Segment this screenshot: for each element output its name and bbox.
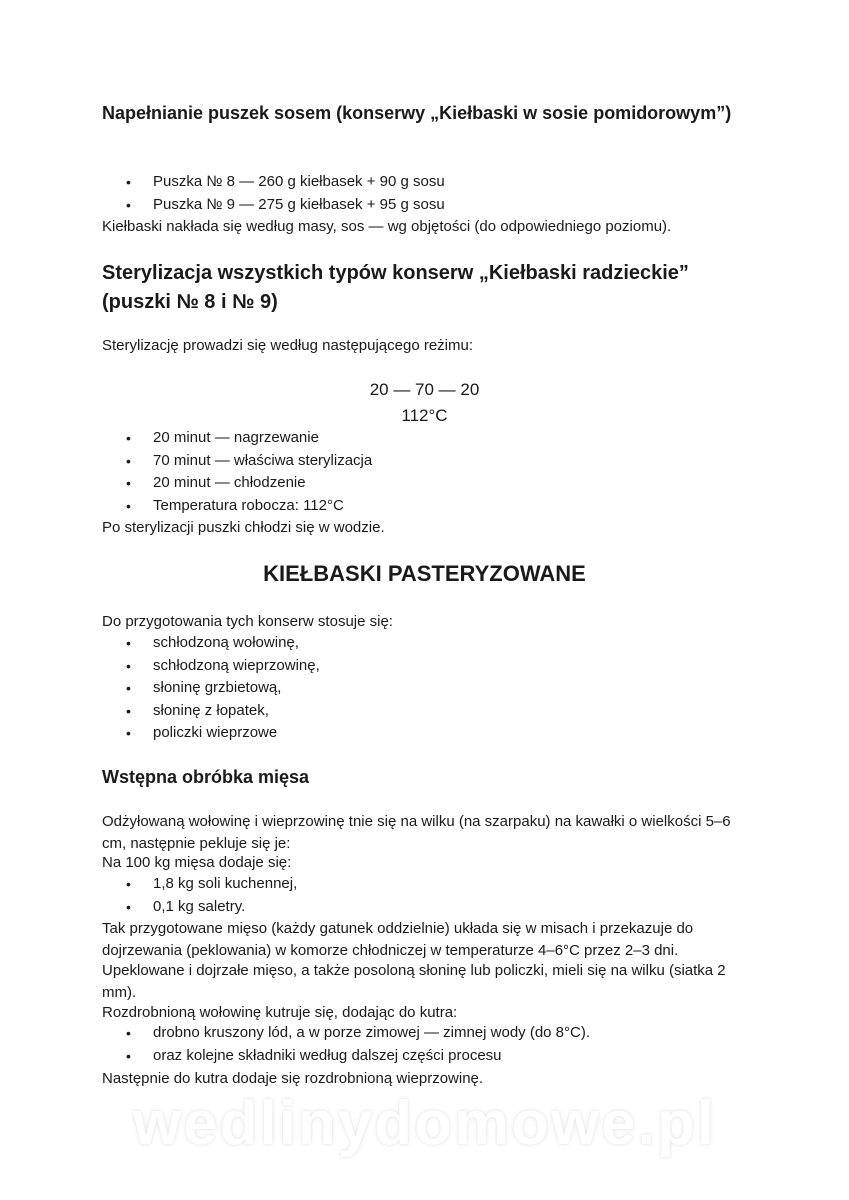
paragraph-processing-4: Upeklowane i dojrzałe mięso, a także posoloną słoninę lub policzki, mieli się na wilku (siatka 2 mm).: [102, 962, 726, 1001]
list-item: • 20 minut — chłodzenie: [126, 472, 746, 495]
bullet-list-curing: [126, 873, 746, 918]
list-item: • Puszka № 9 — 275 g kiełbasek + 95 g sosu: [126, 194, 746, 217]
paragraph-processing-2: Na 100 kg mięsa dodaje się:: [102, 854, 292, 871]
list-item: • schłodzoną wieprzowinę,: [126, 655, 746, 678]
list-item: • Puszka № 8 — 260 g kiełbasek + 90 g sosu: [126, 171, 746, 194]
page-title: KIEŁBASKI PASTERYZOWANE: [263, 561, 586, 586]
list-item: • 20 minut — nagrzewanie: [126, 427, 746, 450]
bullet-list-ingredients: [126, 632, 746, 745]
section-heading-processing: Wstępna obróbka mięsa: [102, 767, 310, 787]
list-item: • 1,8 kg soli kuchennej,: [126, 873, 746, 896]
list-item: • słoninę z łopatek,: [126, 700, 746, 723]
bullet-list-cutter: [126, 1022, 746, 1067]
paragraph-sterilization-note: Po sterylizacji puszki chłodzi się w wodzie.: [102, 519, 385, 536]
list-item: • Temperatura robocza: 112°C: [126, 495, 746, 518]
list-item: • drobno kruszony lód, a w porze zimowej — zimnej wody (do 8°C).: [126, 1022, 746, 1045]
paragraph-processing-1: Odżyłowaną wołowinę i wieprzowinę tnie się na wilku (na szarpaku) na kawałki o wielkości 5–6 cm, następnie pekluje się je:: [102, 813, 731, 852]
list-item: • 70 minut — właściwa sterylizacja: [126, 450, 746, 473]
section-heading-sterilization: Sterylizacja wszystkich typów konserw „Kiełbaski radzieckie” (puszki № 8 i № 9): [102, 262, 689, 313]
sterilization-formula-times: 20 — 70 — 20: [369, 380, 480, 399]
section-heading-filling: Napełnianie puszek sosem (konserwy „Kiełbaski w sosie pomidorowym”): [102, 103, 732, 123]
list-item: • słoninę grzbietową,: [126, 677, 746, 700]
paragraph-pasteurized-intro: Do przygotowania tych konserw stosuje się:: [102, 613, 393, 630]
list-item: • schłodzoną wołowinę,: [126, 632, 746, 655]
paragraph-filling-note: Kiełbaski nakłada się według masy, sos — wg objętości (do odpowiedniego poziomu).: [102, 218, 672, 235]
paragraph-processing-3: Tak przygotowane mięso (każdy gatunek oddzielnie) układa się w misach i przekazuje do dojrzewania (peklowania) w komorze chłodniczej w temperaturze 4–6°C przez 2–3 dni.: [102, 920, 694, 959]
bullet-list-sterilization: [126, 427, 746, 517]
list-item: • policzki wieprzowe: [126, 722, 746, 745]
watermark: wedlinydomowe.pl: [132, 1089, 717, 1158]
sterilization-formula-temperature: 112°C: [401, 406, 448, 425]
list-item: • oraz kolejne składniki według dalszej części procesu: [126, 1045, 746, 1068]
paragraph-sterilization-intro: Sterylizację prowadzi się według następującego reżimu:: [102, 337, 474, 354]
list-item: • 0,1 kg saletry.: [126, 896, 746, 919]
bullet-list-filling: [126, 171, 746, 216]
paragraph-processing-6: Następnie do kutra dodaje się rozdrobnioną wieprzowinę.: [102, 1070, 484, 1087]
paragraph-processing-5: Rozdrobnioną wołowinę kutruje się, dodając do kutra:: [102, 1004, 458, 1021]
